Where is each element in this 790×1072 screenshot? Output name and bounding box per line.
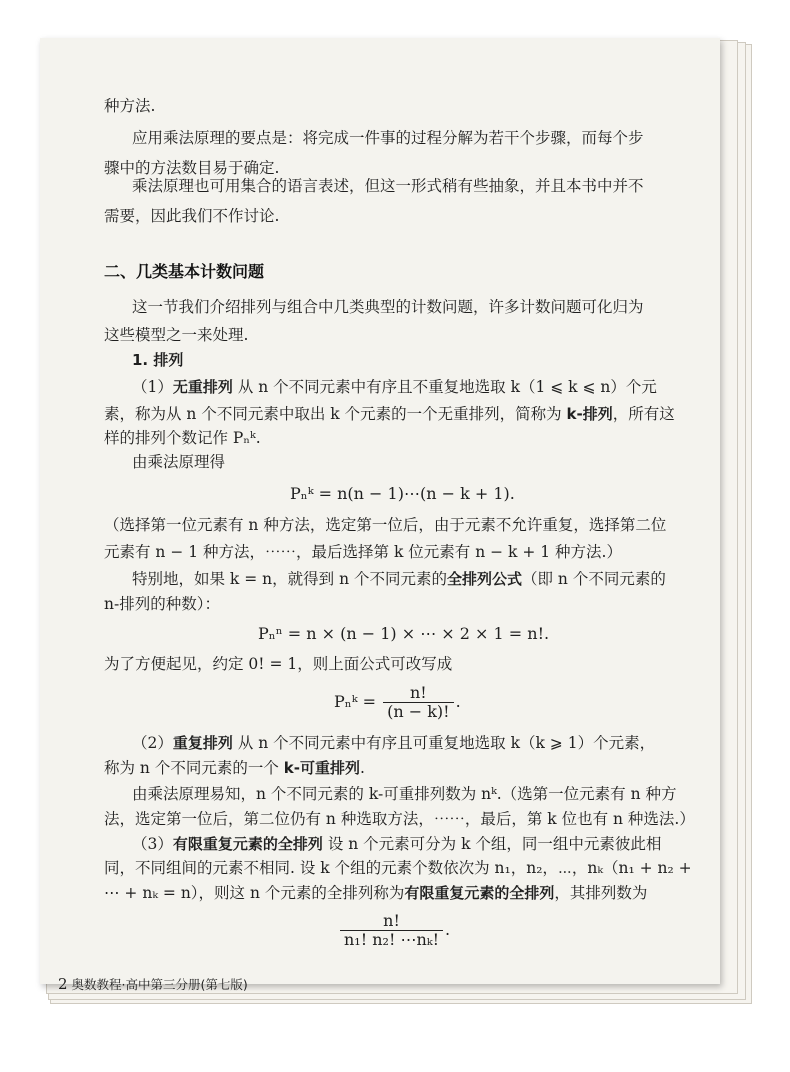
text-line: 骤中的方法数目易于确定. [104,159,280,177]
term-bold: k-可重排列 [283,759,360,777]
page-number: 2 [58,975,68,993]
subsection-heading: 1. 排列 [132,351,184,369]
formula: Pₙᵏ = n(n − 1)⋯(n − k + 1). [290,484,515,503]
fraction-numerator: n! [340,912,443,931]
text-line: 法，选定第一位后，第二位仍有 n 种选取方法，⋯⋯，最后，第 k 位也有 n 种选法.） [104,810,695,828]
formula-end: . [445,920,451,939]
term-bold: 无重排列 [172,378,233,396]
term-bold: k-排列 [566,405,613,423]
text-line: 种方法. [104,97,156,115]
text-line: n-排列的种数）： [104,595,220,613]
text-span: 从 n 个不同元素中有序且可重复地选取 k（k ⩾ 1）个元素， [232,734,656,752]
text-line: 需要，因此我们不作讨论. [104,207,280,225]
term-bold: 全排列公式 [446,570,522,588]
formula-end: . [455,692,461,711]
text-line: 样的排列个数记作 Pₙᵏ. [104,429,261,447]
text-line [132,733,655,753]
text-line: 元素有 n − 1 种方法，⋯⋯，最后选择第 k 位元素有 n − k + 1 种方法.） [104,543,622,561]
fraction-denominator: (n − k)! [387,702,450,721]
text-span: . [359,759,365,777]
formula-left: Pₙᵏ = [334,692,377,711]
text-span: ，其排列数为 [554,884,648,902]
text-line: 由乘法原理得 [132,453,226,471]
text-line: 这些模型之一来处理. [104,326,249,344]
text-span: ⋯ + nₖ = n），则这 n 个元素的全排列称为 [104,884,405,902]
page-footer [58,975,248,993]
fraction [340,912,443,949]
text-span: （即 n 个不同元素的 [522,570,666,588]
book-title: 奥数教程·高中第三分册(第七版) [71,977,248,992]
text-span: 设 n 个元素可分为 k 个组，同一组中元素彼此相 [322,835,662,853]
formula-fraction [338,912,450,949]
fraction-numerator: n! [383,684,454,703]
text-span: ，所有这 [612,405,675,423]
text-line: 由乘法原理易知，n 个不同元素的 k-可重排列数为 nᵏ.（选第一位元素有 n 种方 [132,785,677,803]
term-bold: 有限重复元素的全排列 [404,884,555,902]
text-line: 这一节我们介绍排列与组合中几类典型的计数问题，许多计数问题可化归为 [132,298,644,316]
text-span: 称为 n 个不同元素的一个 [104,759,284,777]
formula-fraction [334,684,461,721]
section-heading: 二、几类基本计数问题 [104,262,265,281]
item-number: （1） [132,378,173,396]
item-number: （2） [132,734,173,752]
item-number: （3） [132,835,173,853]
text-span: 特别地，如果 k = n，就得到 n 个不同元素的 [132,570,447,588]
text-line [132,834,661,854]
text-line [104,404,675,424]
text-line: 应用乘法原理的要点是：将完成一件事的过程分解为若干个步骤，而每个步 [132,129,644,147]
text-line [104,883,647,903]
fraction [383,684,454,721]
text-line: 为了方便起见，约定 0! = 1，则上面公式可改写成 [104,655,453,673]
text-line [132,377,657,397]
text-line [104,758,365,778]
text-line: （选择第一位元素有 n 种方法，选定第一位后，由于元素不允许重复，选择第二位 [104,516,667,534]
text-line: 乘法原理也可用集合的语言表述，但这一形式稍有些抽象，并且本书中并不 [132,177,644,195]
term-bold: 重复排列 [172,734,233,752]
formula: Pₙⁿ = n × (n − 1) × ⋯ × 2 × 1 = n!. [258,624,550,643]
text-line: 同，不同组间的元素不相同. 设 k 个组的元素个数依次为 n₁，n₂，⋯，nₖ（n₁ + n₂ + [104,859,692,877]
text-span: 素，称为从 n 个不同元素中取出 k 个元素的一个无重排列，简称为 [104,405,567,423]
text-span: 从 n 个不同元素中有序且不重复地选取 k（1 ⩽ k ⩽ n）个元 [232,378,657,396]
text-line [132,569,666,589]
term-bold: 有限重复元素的全排列 [172,835,323,853]
fraction-denominator: n₁! n₂! ⋯nₖ! [344,930,440,949]
